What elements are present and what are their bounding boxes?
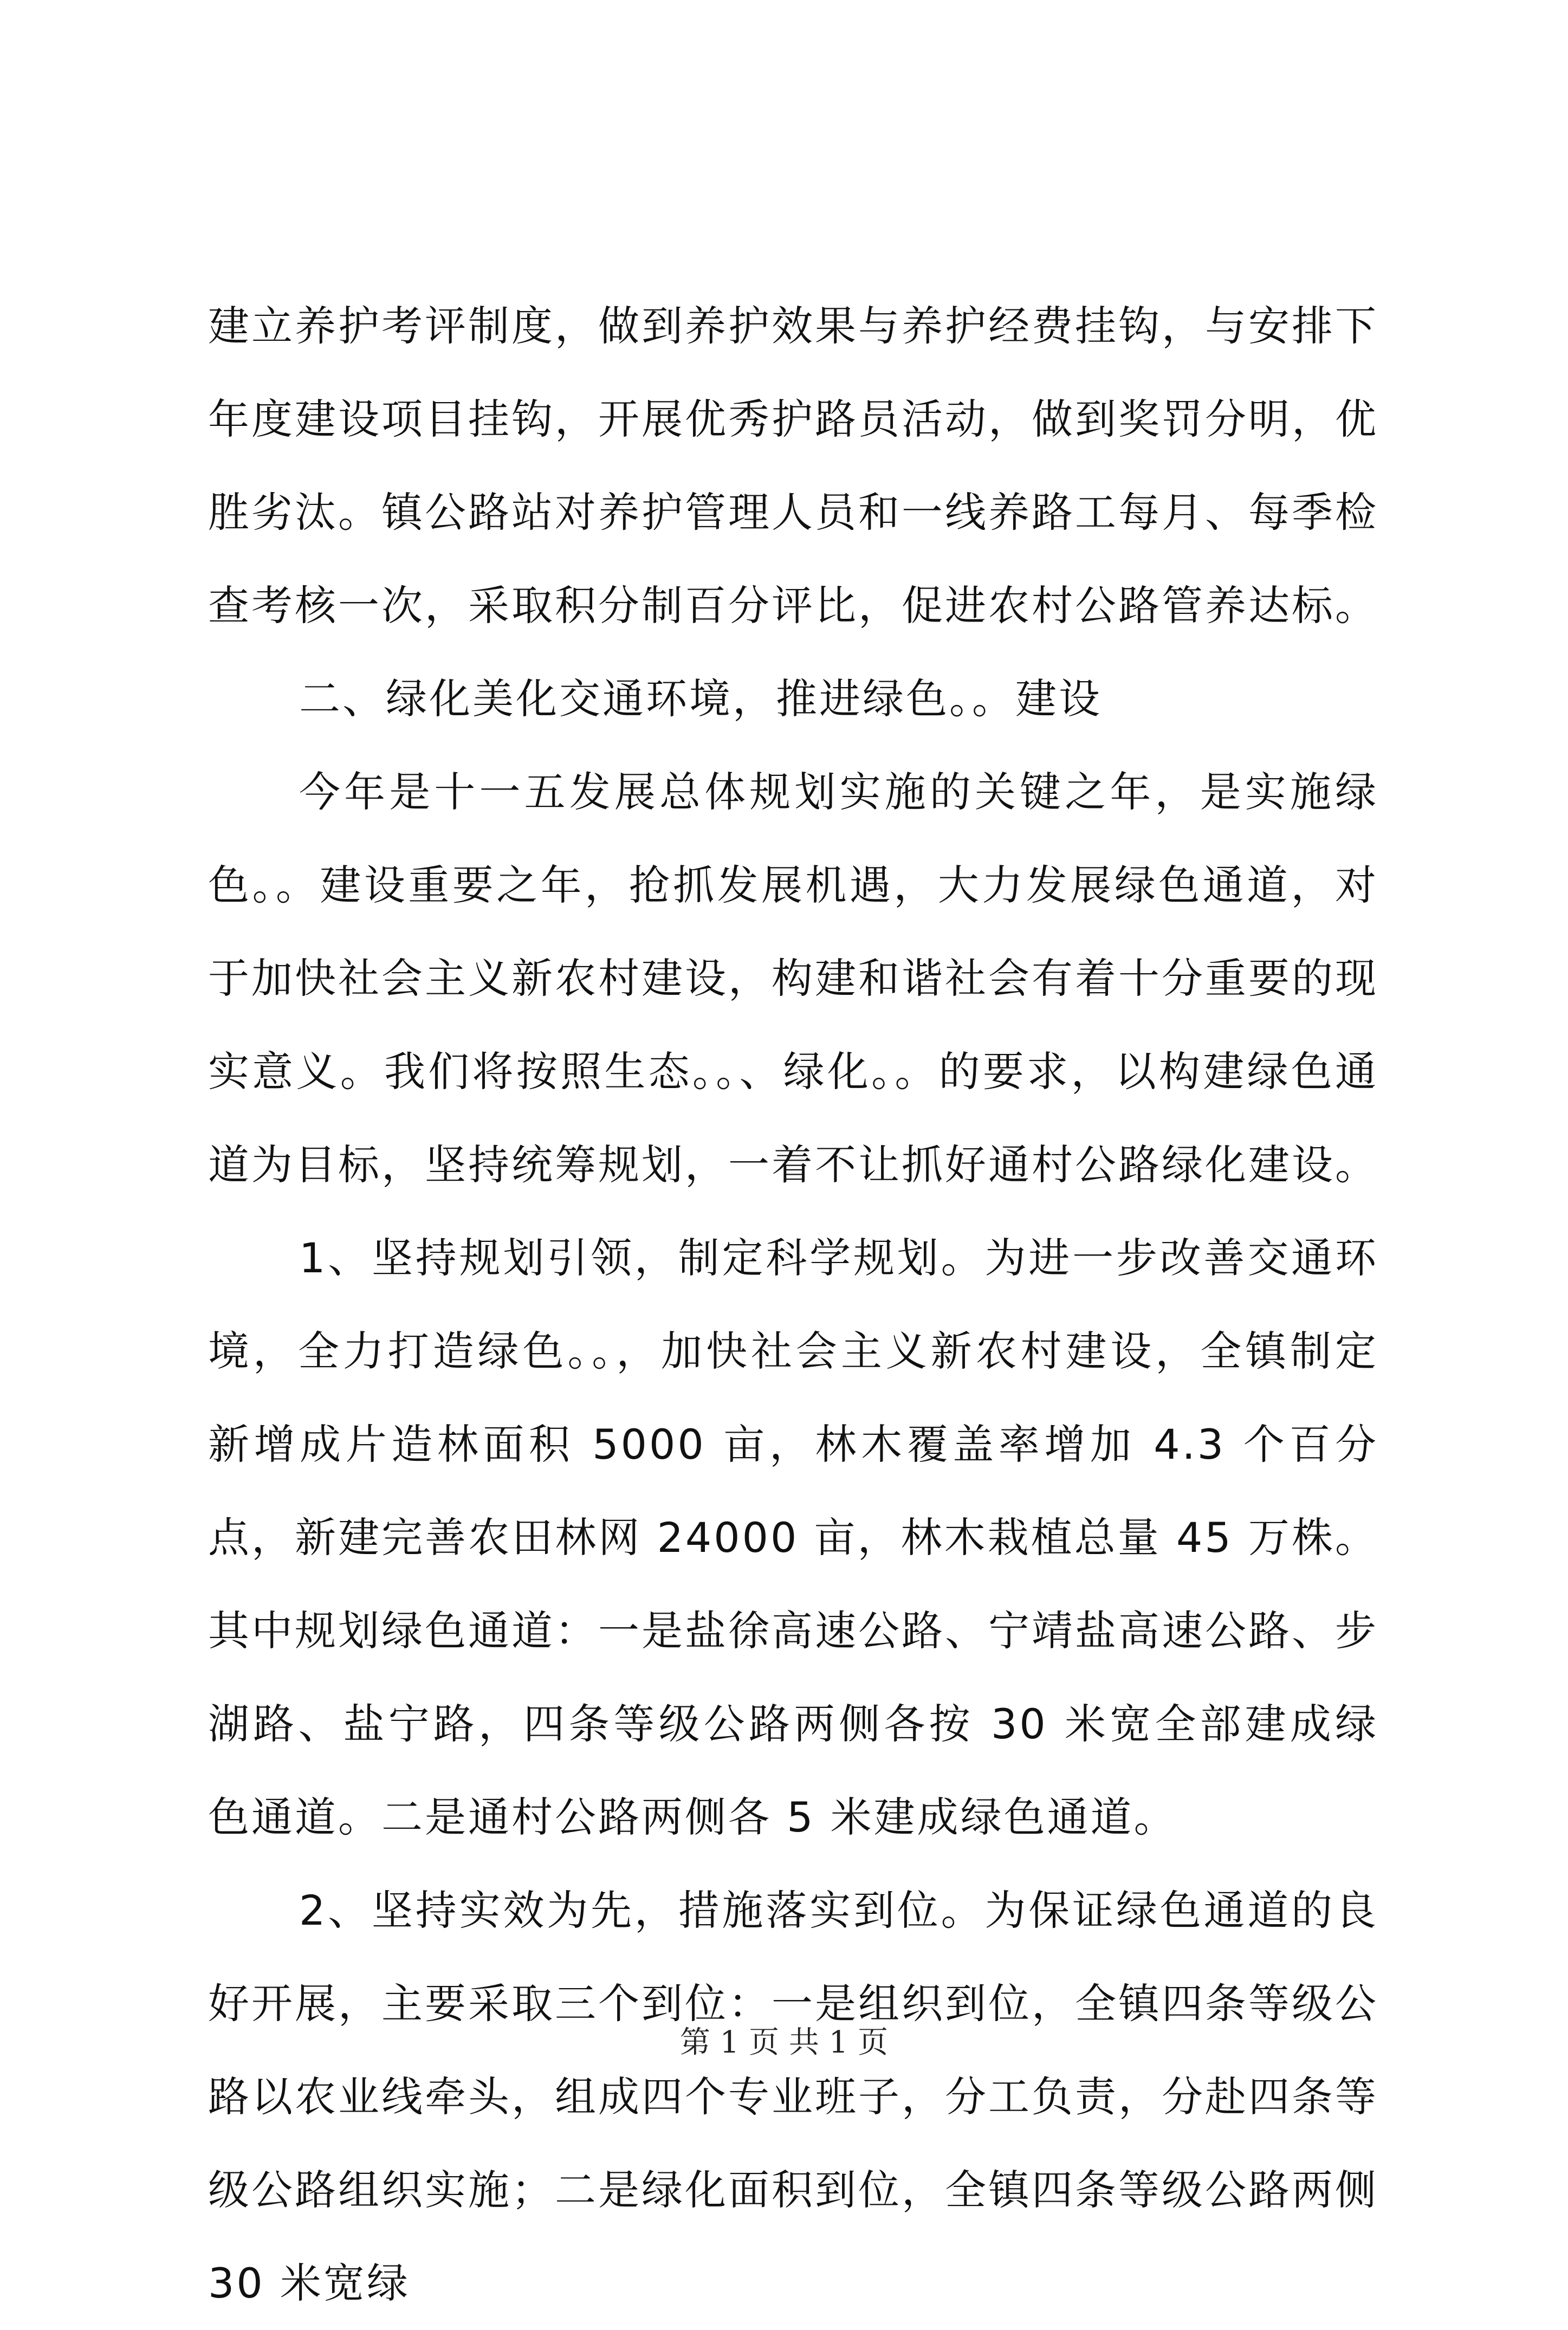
section-heading: 二、绿化美化交通环境，推进绿色。。建设 [299, 675, 1102, 723]
paragraph-item-1: 1、坚持规划引领，制定科学规划。为进一步改善交通环境，全力打造绿色。。，加快社会主义新农村建设，全镇制定新增成片造林面积 5000 亩，林木覆盖率增加 4.3 个百分点，新建完善农田林网 24000 亩，林木栽植总量 45 万株。其中规划绿色通道：一是盐徐高速公路、宁靖盐高速公路、步湖路、盐宁路，四条等级公路两侧各按 30 米宽全部建成绿色通道。二是通村公路两侧各 5 米建成绿色通道。 [208, 1234, 1378, 1841]
page-footer: 第 1 页 共 1 页 [679, 2025, 889, 2060]
paragraph-continuation: 建立养护考评制度，做到养护效果与养护经费挂钩，与安排下年度建设项目挂钩，开展优秀护路员活动，做到奖罚分明，优胜劣汰。镇公路站对养护管理人员和一线养路工每月、每季检查考核一次，采取积分制百分评比，促进农村公路管养达标。 [208, 302, 1378, 630]
paragraph-item-2: 2、坚持实效为先，措施落实到位。为保证绿色通道的良好开展，主要采取三个到位：一是组织到位，全镇四条等级公路以农业线牵头，组成四个专业班子，分工负责，分赴四条等级公路组织实施；二是绿化面积到位，全镇四条等级公路两侧 30 米宽绿 [208, 1886, 1378, 2307]
paragraph-intro: 今年是十一五发展总体规划实施的关键之年，是实施绿色。。建设重要之年，抢抓发展机遇，大力发展绿色通道，对于加快社会主义新农村建设，构建和谐社会有着十分重要的现实意义。我们将按照生态。。、绿化。。的要求，以构建绿色通道为目标，坚持统筹规划，一着不让抓好通村公路绿化建设。 [208, 768, 1378, 1189]
